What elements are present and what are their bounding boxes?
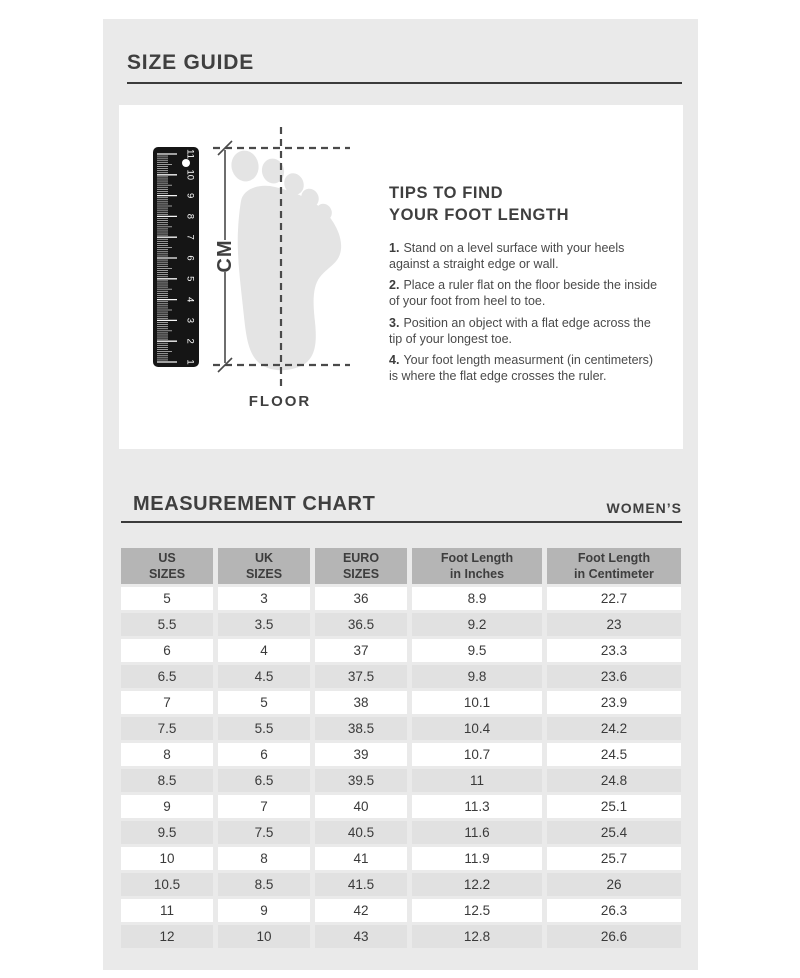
floor-label: FLOOR <box>248 393 312 410</box>
table-cell: 36.5 <box>315 613 407 636</box>
table-cell: 10.5 <box>121 873 213 896</box>
table-cell: 40.5 <box>315 821 407 844</box>
table-cell: 24.8 <box>547 769 681 792</box>
table-cell: 42 <box>315 899 407 922</box>
table-cell: 12.8 <box>412 925 542 948</box>
table-cell: 10.7 <box>412 743 542 766</box>
tip-step-2: 2. Place a ruler flat on the floor beside the inside of your foot from heel to toe. <box>389 278 658 309</box>
svg-text:3: 3 <box>184 317 196 324</box>
table-cell: 12.2 <box>412 873 542 896</box>
table-cell: 8.9 <box>412 587 542 610</box>
table-cell: 41.5 <box>315 873 407 896</box>
size-guide-title: SIZE GUIDE <box>127 51 255 74</box>
table-cell: 7.5 <box>218 821 310 844</box>
table-cell: 8 <box>218 847 310 870</box>
chart-divider <box>121 521 682 523</box>
svg-text:7: 7 <box>184 234 196 240</box>
table-cell: 24.2 <box>547 717 681 740</box>
table-cell: 8.5 <box>121 769 213 792</box>
table-cell: 39.5 <box>315 769 407 792</box>
svg-text:8: 8 <box>184 213 196 220</box>
table-cell: 10 <box>121 847 213 870</box>
table-cell: 11 <box>121 899 213 922</box>
svg-text:2: 2 <box>184 338 196 344</box>
foot-outline-icon <box>229 148 342 370</box>
table-cell: 8 <box>121 743 213 766</box>
table-cell: 5 <box>121 587 213 610</box>
table-cell: 8.5 <box>218 873 310 896</box>
table-cell: 7.5 <box>121 717 213 740</box>
tips-heading-line2: YOUR FOOT LENGTH <box>389 205 570 224</box>
table-cell: 5.5 <box>218 717 310 740</box>
svg-text:11: 11 <box>184 149 196 159</box>
measurement-chart-title: MEASUREMENT CHART <box>133 493 376 515</box>
title-divider <box>127 82 682 84</box>
svg-text:5: 5 <box>184 276 196 282</box>
table-cell: 9.5 <box>121 821 213 844</box>
table-cell: 10.4 <box>412 717 542 740</box>
tips-heading <box>389 183 661 227</box>
table-cell: 38.5 <box>315 717 407 740</box>
table-cell: 37 <box>315 639 407 662</box>
table-cell: 7 <box>218 795 310 818</box>
table-cell: 9.2 <box>412 613 542 636</box>
table-cell: 26 <box>547 873 681 896</box>
ruler-hole <box>182 159 190 167</box>
table-cell: 6.5 <box>121 665 213 688</box>
table-cell: 37.5 <box>315 665 407 688</box>
table-cell: 12 <box>121 925 213 948</box>
table-cell: 24.5 <box>547 743 681 766</box>
table-cell: 10.1 <box>412 691 542 714</box>
tip-step-1: 1. Stand on a level surface with your heels against a straight edge or wall. <box>389 240 625 271</box>
cm-label: CM <box>214 239 236 273</box>
table-cell: 11.9 <box>412 847 542 870</box>
foot-measurement-card <box>119 105 683 449</box>
table-cell: 25.4 <box>547 821 681 844</box>
table-cell: 3.5 <box>218 613 310 636</box>
column-header: UK SIZES <box>218 548 310 584</box>
column-header: EURO SIZES <box>315 548 407 584</box>
tips-heading-line1: TIPS TO FIND <box>389 184 504 202</box>
svg-text:1: 1 <box>184 359 196 365</box>
table-cell: 6 <box>218 743 310 766</box>
table-cell: 9.5 <box>412 639 542 662</box>
column-header: Foot Length in Centimeter <box>547 548 681 584</box>
table-cell: 10 <box>218 925 310 948</box>
table-cell: 25.7 <box>547 847 681 870</box>
size-guide-panel <box>103 19 698 970</box>
table-cell: 5 <box>218 691 310 714</box>
table-cell: 25.1 <box>547 795 681 818</box>
table-cell: 22.7 <box>547 587 681 610</box>
table-cell: 36 <box>315 587 407 610</box>
table-cell: 23 <box>547 613 681 636</box>
table-cell: 11 <box>412 769 542 792</box>
table-cell: 23.3 <box>547 639 681 662</box>
size-chart-table <box>121 548 681 948</box>
table-cell: 3 <box>218 587 310 610</box>
tip-step-4: 4. Your foot length measurment (in centimeters) is where the flat edge crosses the ruler. <box>389 353 654 384</box>
table-cell: 11.3 <box>412 795 542 818</box>
table-cell: 43 <box>315 925 407 948</box>
table-cell: 6.5 <box>218 769 310 792</box>
table-cell: 11.6 <box>412 821 542 844</box>
table-cell: 40 <box>315 795 407 818</box>
table-cell: 38 <box>315 691 407 714</box>
svg-text:6: 6 <box>184 255 196 261</box>
column-header: US SIZES <box>121 548 213 584</box>
table-cell: 26.6 <box>547 925 681 948</box>
table-cell: 26.3 <box>547 899 681 922</box>
column-header: Foot Length in Inches <box>412 548 542 584</box>
table-cell: 23.9 <box>547 691 681 714</box>
svg-text:10: 10 <box>184 169 196 181</box>
table-cell: 4 <box>218 639 310 662</box>
table-cell: 9 <box>218 899 310 922</box>
table-cell: 7 <box>121 691 213 714</box>
table-cell: 12.5 <box>412 899 542 922</box>
table-cell: 5.5 <box>121 613 213 636</box>
table-cell: 4.5 <box>218 665 310 688</box>
table-cell: 9.8 <box>412 665 542 688</box>
ruler-graphic <box>153 147 199 367</box>
table-cell: 9 <box>121 795 213 818</box>
category-label: WOMEN’S <box>606 500 682 516</box>
svg-text:9: 9 <box>184 192 196 199</box>
tip-step-3: 3. Position an object with a flat edge across the tip of your longest toe. <box>389 315 651 346</box>
table-cell: 23.6 <box>547 665 681 688</box>
tips-section <box>389 183 661 385</box>
table-cell: 6 <box>121 639 213 662</box>
table-cell: 39 <box>315 743 407 766</box>
table-cell: 41 <box>315 847 407 870</box>
svg-text:4: 4 <box>184 296 196 303</box>
